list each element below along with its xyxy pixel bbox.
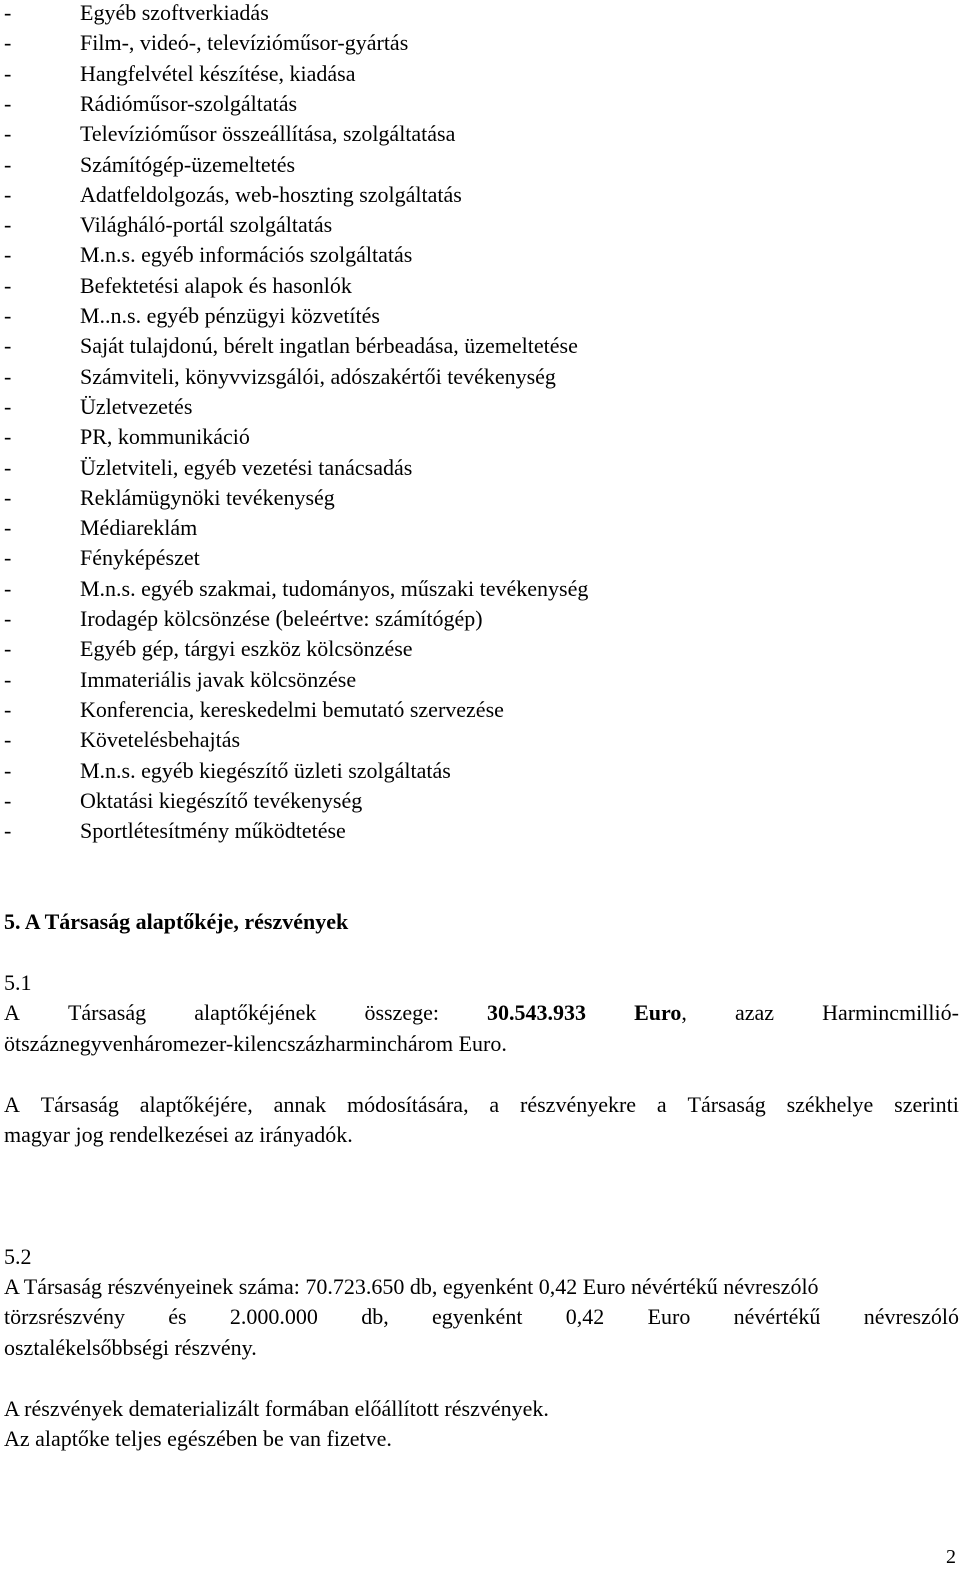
list-item xyxy=(4,727,240,753)
governing-law-line1 xyxy=(4,1092,959,1118)
list-item xyxy=(4,61,355,87)
bullet-dash: - xyxy=(4,212,12,238)
list-item-label: Immateriális javak kölcsönzése xyxy=(80,666,357,692)
paid-up-note: Az alaptőke teljes egészében be van fizetve. xyxy=(4,1426,392,1451)
capital-amount-words: ötszáznegyvenháromezer-kilencszázharminchárom Euro. xyxy=(4,1031,507,1056)
capital-currency-group xyxy=(634,1000,687,1026)
list-item xyxy=(4,0,269,26)
bullet-dash: - xyxy=(4,272,12,298)
word: Társaság xyxy=(687,1092,766,1117)
capital-amount: 30.543.933 xyxy=(487,1000,587,1025)
list-item-label: M.n.s. egyéb kiegészítő üzleti szolgáltatás xyxy=(80,757,451,783)
bullet-dash: - xyxy=(4,787,12,813)
word: összege: xyxy=(364,1000,439,1025)
list-item xyxy=(4,818,346,844)
bullet-dash: - xyxy=(4,60,12,86)
list-item-label: Sportlétesítmény működtetése xyxy=(80,818,346,844)
subsection-number: 5.2 xyxy=(4,1244,32,1269)
word: székhelye xyxy=(786,1092,874,1117)
list-item xyxy=(4,545,200,571)
governing-law-line2: magyar jog rendelkezései az irányadók. xyxy=(4,1122,353,1147)
list-item xyxy=(4,121,455,147)
bullet-dash: - xyxy=(4,393,12,419)
word: módosítására, xyxy=(346,1092,469,1117)
word: és xyxy=(168,1304,187,1329)
word: a xyxy=(489,1092,500,1117)
list-item xyxy=(4,455,412,481)
list-item-label: Film-, videó-, televízióműsor-gyártás xyxy=(80,30,409,56)
list-item xyxy=(4,212,332,238)
list-item xyxy=(4,788,362,814)
list-item-label: Konferencia, kereskedelmi bemutató szervezése xyxy=(80,696,504,722)
list-item-label: Rádióműsor-szolgáltatás xyxy=(80,90,298,116)
word: a xyxy=(656,1092,667,1117)
bullet-dash: - xyxy=(4,151,12,177)
list-item-label: M.n.s. egyéb információs szolgáltatás xyxy=(80,242,413,268)
word: névreszóló xyxy=(863,1304,959,1329)
list-item-label: Befektetési alapok és hasonlók xyxy=(80,272,352,298)
word: db, xyxy=(361,1304,389,1329)
section-heading: 5. A Társaság alaptőkéje, részvények xyxy=(4,909,349,934)
word: névértékű xyxy=(733,1304,821,1329)
list-item xyxy=(4,424,250,450)
list-item-label: M.n.s. egyéb szakmai, tudományos, műszaki tevékenység xyxy=(80,575,589,601)
bullet-dash: - xyxy=(4,30,12,56)
list-item xyxy=(4,91,297,117)
list-item-label: Hangfelvétel készítése, kiadása xyxy=(80,60,356,86)
shares-line3: osztalékelsőbbségi részvény. xyxy=(4,1335,257,1360)
list-item-label: Világháló-portál szolgáltatás xyxy=(80,212,333,238)
word: szerinti xyxy=(894,1092,959,1117)
list-item xyxy=(4,636,413,662)
list-item xyxy=(4,152,295,178)
word: alaptőkéjére, xyxy=(139,1092,253,1117)
list-item-label: Követelésbehajtás xyxy=(80,727,241,753)
bullet-dash: - xyxy=(4,606,12,631)
word: A xyxy=(4,1000,20,1025)
comma: , xyxy=(681,1000,687,1025)
list-item xyxy=(4,697,504,723)
list-item xyxy=(4,758,451,784)
list-item-label: Oktatási kiegészítő tevékenység xyxy=(80,787,363,813)
bullet-dash: - xyxy=(4,454,12,480)
bullet-dash: - xyxy=(4,575,12,601)
list-item xyxy=(4,303,380,329)
bullet-dash: - xyxy=(4,636,12,662)
bullet-dash: - xyxy=(4,818,12,844)
list-item xyxy=(4,667,356,693)
list-item-label: Médiareklám xyxy=(80,515,198,541)
bullet-dash: - xyxy=(4,181,12,207)
list-item-label: Televízióműsor összeállítása, szolgáltatása xyxy=(80,121,456,147)
list-item xyxy=(4,333,578,359)
word: 0,42 xyxy=(565,1304,605,1329)
list-item xyxy=(4,576,588,602)
list-item xyxy=(4,485,335,511)
bullet-dash: - xyxy=(4,363,12,389)
bullet-dash: - xyxy=(4,757,12,783)
bullet-dash: - xyxy=(4,727,12,753)
page-number: 2 xyxy=(946,1546,956,1568)
bullet-dash: - xyxy=(4,484,12,510)
list-item-label: Saját tulajdonú, bérelt ingatlan bérbeadása, üzemeltetése xyxy=(80,333,578,359)
list-item xyxy=(4,515,197,541)
word: Társaság xyxy=(67,1000,147,1025)
bullet-dash: - xyxy=(4,666,12,692)
bullet-dash: - xyxy=(4,303,12,328)
list-item xyxy=(4,182,462,208)
list-item-label: Üzletvezetés xyxy=(80,393,193,419)
list-item-label: Számítógép-üzemeltetés xyxy=(80,151,296,177)
list-item-label: Fényképészet xyxy=(80,545,200,571)
word: A xyxy=(4,1092,20,1117)
bullet-dash: - xyxy=(4,121,12,147)
word: Társaság xyxy=(40,1092,119,1117)
capital-currency: Euro xyxy=(634,1000,682,1025)
bullet-dash: - xyxy=(4,515,12,541)
list-item-label: Reklámügynöki tevékenység xyxy=(80,484,335,510)
list-item-label: Üzletviteli, egyéb vezetési tanácsadás xyxy=(80,454,413,480)
list-item-label: Számviteli, könyvvizsgálói, adószakértői tevékenység xyxy=(80,363,556,389)
bullet-dash: - xyxy=(4,242,12,268)
word: alaptőkéjének xyxy=(194,1000,317,1025)
list-item xyxy=(4,394,192,420)
word: Harmincmillió- xyxy=(822,1000,959,1025)
list-item xyxy=(4,606,483,632)
bullet-dash: - xyxy=(4,333,12,359)
bullet-dash: - xyxy=(4,424,12,450)
bullet-dash: - xyxy=(4,90,12,116)
bullet-dash: - xyxy=(4,696,12,722)
list-item xyxy=(4,30,408,56)
list-item-label: PR, kommunikáció xyxy=(80,424,250,450)
capital-amount-line xyxy=(4,1000,959,1026)
bullet-dash: - xyxy=(4,0,12,25)
list-item xyxy=(4,364,556,390)
word: egyenként xyxy=(432,1304,523,1329)
word: törzsrészvény xyxy=(4,1304,125,1329)
list-item xyxy=(4,242,412,268)
word: azaz xyxy=(734,1000,774,1025)
shares-line1: A Társaság részvényeinek száma: 70.723.650 db, egyenként 0,42 Euro névértékű névreszóló xyxy=(4,1274,819,1299)
list-item-label: Egyéb gép, tárgyi eszköz kölcsönzése xyxy=(80,636,413,662)
word: annak xyxy=(273,1092,327,1117)
list-item xyxy=(4,273,352,299)
word: 2.000.000 xyxy=(229,1304,318,1329)
list-item-label: Adatfeldolgozás, web-hoszting szolgáltatás xyxy=(80,181,462,207)
word: Euro xyxy=(647,1304,691,1329)
list-item-label: Irodagép kölcsönzése (beleértve: számítógép) xyxy=(80,606,483,631)
list-item-label: M..n.s. egyéb pénzügyi közvetítés xyxy=(80,303,380,328)
shares-line2 xyxy=(4,1304,959,1330)
word: részvényekre xyxy=(520,1092,637,1117)
list-item-label: Egyéb szoftverkiadás xyxy=(80,0,269,25)
dematerialized-note: A részvények dematerializált formában előállított részvények. xyxy=(4,1396,549,1421)
bullet-dash: - xyxy=(4,545,12,571)
subsection-number: 5.1 xyxy=(4,970,32,995)
